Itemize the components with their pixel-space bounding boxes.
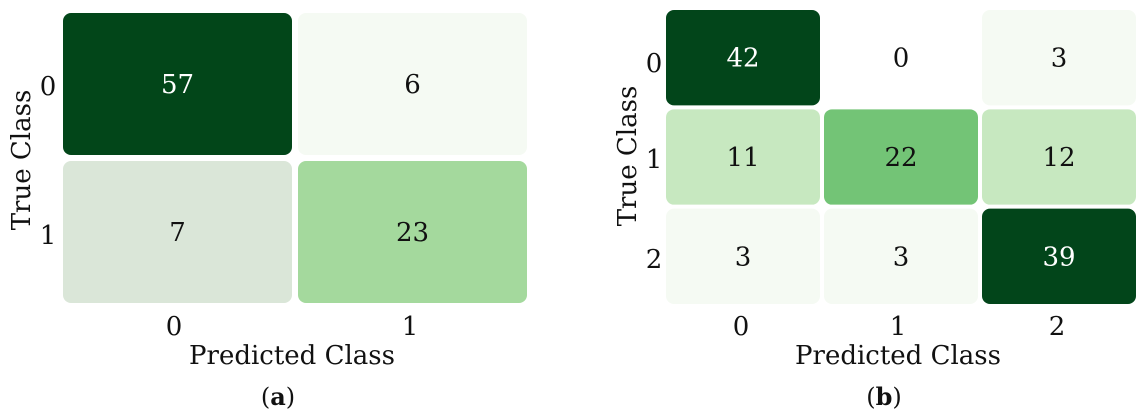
panel-b-cell-value-1-2: 12 [1042,143,1076,173]
panel-a-cell-value-1-0: 7 [169,218,186,248]
panel-b-cell-value-2-1: 3 [892,242,910,273]
panel-b-xtick-2: 2 [1048,312,1066,342]
panel-a-letter: a [270,382,286,411]
panel-b-cell-value-0-2: 3 [1050,43,1068,74]
panel-a [7,13,527,411]
panel-a-ytick-0: 0 [39,72,57,102]
panel-b-cell-value-1-0: 11 [726,143,760,173]
panel-b-cell-value-2-0: 3 [734,242,752,273]
panel-a-cell-value-0-0: 57 [160,70,195,100]
panel-b-ytick-0: 0 [645,49,663,79]
panel-b-y-axis-label: True Class [613,85,643,227]
panel-a-cells [63,13,527,303]
panel-a-caption: (a) [260,382,296,411]
panel-b-cell-value-2-2: 39 [1042,242,1076,273]
panel-a-xtick-0: 0 [165,312,183,342]
panel-b [613,10,1136,411]
panel-a-y-axis-label: True Class [7,89,37,231]
panel-b-x-axis-label: Predicted Class [795,341,1001,371]
panel-a-xtick-1: 1 [401,312,419,342]
panel-a-cell-value-0-1: 6 [404,70,421,100]
panel-b-ytick-2: 2 [645,245,663,275]
panel-b-cell-value-1-1: 22 [884,143,918,173]
panel-b-xtick-1: 1 [889,312,907,342]
panel-b-cell-value-0-1: 0 [892,43,910,74]
panel-b-ytick-1: 1 [645,145,663,175]
panel-a-cell-value-1-1: 23 [395,218,430,248]
panel-a-x-axis-label: Predicted Class [189,341,395,371]
panel-b-letter: b [875,382,893,411]
panel-b-xtick-0: 0 [732,312,750,342]
panel-a-ytick-1: 1 [39,221,57,251]
panel-b-cells [666,10,1136,304]
panel-b-caption: (b) [866,382,902,411]
panel-b-cell-value-0-0: 42 [726,43,760,74]
